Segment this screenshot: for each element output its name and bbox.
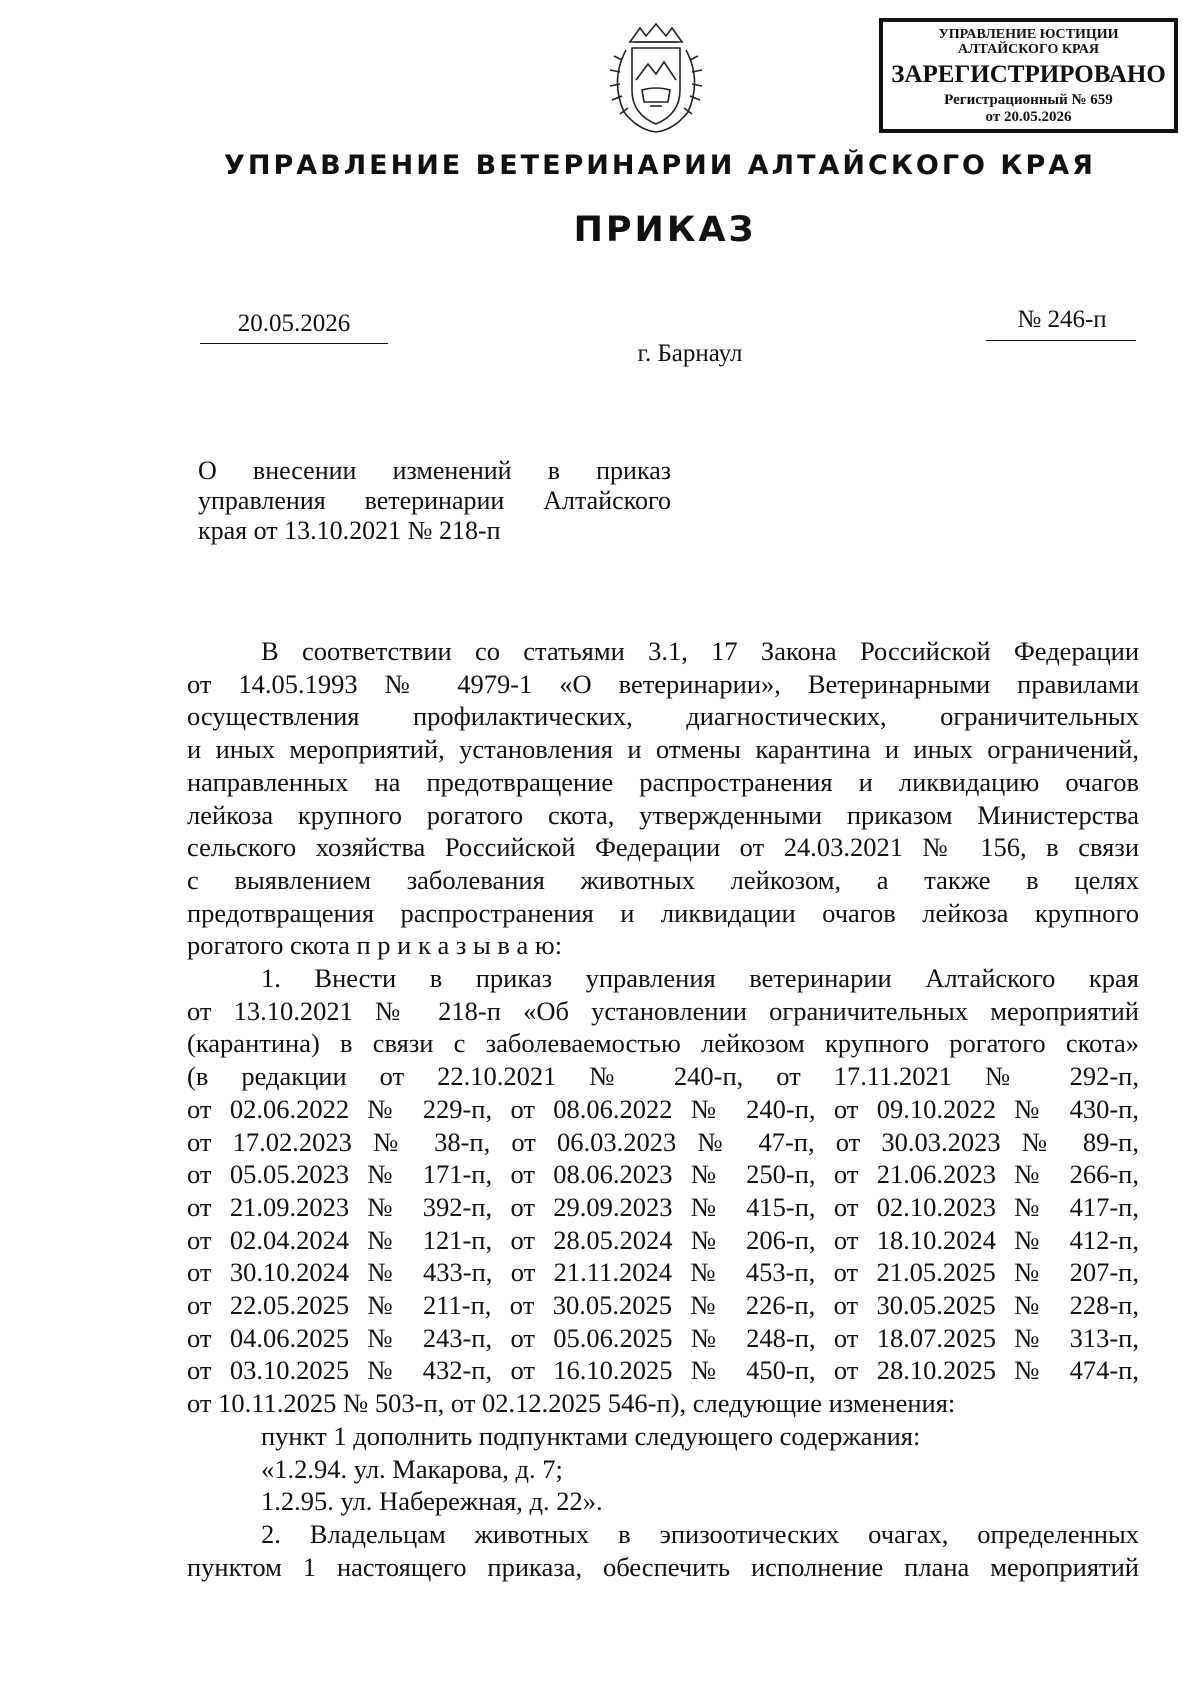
body-line: В соответствии со статьями 3.1, 17 Закона Российской Федерации: [261, 636, 1139, 666]
body-line: пунктом 1 настоящего приказа, обеспечить исполнение плана мероприятий: [187, 1551, 1139, 1582]
body-line: от 14.05.1993 № 4979-1 «О ветеринарии», Ветеринарными правилами: [187, 668, 1139, 699]
body-line: от 04.06.2025 № 243-п, от 05.06.2025 № 248-п, от 18.07.2025 № 313-п,: [187, 1322, 1139, 1353]
body-line: и иных мероприятий, установления и отмены карантина и иных ограничений,: [187, 734, 1139, 765]
document-type: ПРИКАЗ: [573, 210, 757, 250]
body-line: предотвращения распространения и ликвидации очагов лейкоза крупного: [187, 897, 1139, 928]
document-date: 20.05.2026: [237, 310, 351, 337]
coat-of-arms-icon: [600, 20, 712, 138]
body-line: от 10.11.2025 № 503-п, от 02.12.2025 546-п), следующие изменения:: [187, 1388, 956, 1419]
body-line: направленных на предотвращение распространения и ликвидацию очагов: [187, 766, 1139, 797]
stamp-title: ЗАРЕГИСТРИРОВАНО: [891, 61, 1166, 89]
stamp-reg-date: от 20.05.2026: [985, 109, 1072, 126]
body-line: от 05.05.2023 № 171-п, от 08.06.2023 № 250-п, от 21.06.2023 № 266-п,: [187, 1159, 1139, 1190]
document-body: [187, 635, 1139, 1583]
registration-stamp: [879, 18, 1178, 133]
body-line: «1.2.94. ул. Макарова, д. 7;: [261, 1453, 563, 1484]
body-line: (карантина) в связи с заболеваемостью лейкозом крупного рогатого скота»: [187, 1028, 1139, 1059]
body-line: (в редакции от 22.10.2021 № 240-п, от 17.11.2021 № 292-п,: [187, 1061, 1139, 1092]
body-line: от 17.02.2023 № 38-п, от 06.03.2023 № 47-п, от 30.03.2023 № 89-п,: [187, 1126, 1139, 1157]
organization-name: УПРАВЛЕНИЕ ВЕТЕРИНАРИИ АЛТАЙСКОГО КРАЯ: [224, 150, 1096, 181]
body-line: осуществления профилактических, диагностических, ограничительных: [187, 701, 1139, 732]
body-line: от 30.10.2024 № 433-п, от 21.11.2024 № 453-п, от 21.05.2025 № 207-п,: [187, 1257, 1139, 1288]
document-subject: [198, 456, 671, 546]
body-line: 2. Владельцам животных в эпизоотических очагах, определенных: [261, 1518, 1139, 1549]
subject-line: края от 13.10.2021 № 218-п: [198, 516, 501, 545]
document-number: № 246-п: [1017, 306, 1107, 333]
body-line: от 02.06.2022 № 229-п, от 08.06.2022 № 240-п, от 09.10.2022 № 430-п,: [187, 1093, 1139, 1124]
body-line: лейкоза крупного рогатого скота, утвержденными приказом Министерства: [187, 799, 1139, 830]
stamp-authority-line1: УПРАВЛЕНИЕ ЮСТИЦИИ: [938, 27, 1119, 42]
body-line: пункт 1 дополнить подпунктами следующего содержания:: [261, 1420, 921, 1451]
body-line: от 03.10.2025 № 432-п, от 16.10.2025 № 450-п, от 28.10.2025 № 474-п,: [187, 1355, 1139, 1386]
subject-line: управления ветеринарии Алтайского: [198, 486, 671, 515]
body-line: от 22.05.2025 № 211-п, от 30.05.2025 № 226-п, от 30.05.2025 № 228-п,: [187, 1290, 1139, 1321]
body-line: сельского хозяйства Российской Федерации от 24.03.2021 № 156, в связи: [187, 832, 1139, 863]
body-line: 1.2.95. ул. Набережная, д. 22».: [261, 1486, 603, 1517]
stamp-reg-number: Регистрационный № 659: [944, 91, 1113, 108]
body-line: от 21.09.2023 № 392-п, от 29.09.2023 № 415-п, от 02.10.2023 № 417-п,: [187, 1191, 1139, 1222]
body-line: с выявлением заболевания животных лейкозом, а также в целях: [187, 864, 1139, 895]
body-line: от 13.10.2021 № 218-п «Об установлении ограничительных мероприятий: [187, 995, 1139, 1026]
body-line: 1. Внести в приказ управления ветеринарии Алтайского края: [261, 963, 1139, 994]
body-line: от 02.04.2024 № 121-п, от 28.05.2024 № 206-п, от 18.10.2024 № 412-п,: [187, 1224, 1139, 1255]
subject-line: О внесении изменений в приказ: [198, 456, 671, 485]
document-city: г. Барнаул: [637, 340, 743, 367]
stamp-authority-line2: АЛТАЙСКОГО КРАЯ: [957, 41, 1100, 57]
body-line: рогатого скота п р и к а з ы в а ю:: [187, 930, 563, 961]
